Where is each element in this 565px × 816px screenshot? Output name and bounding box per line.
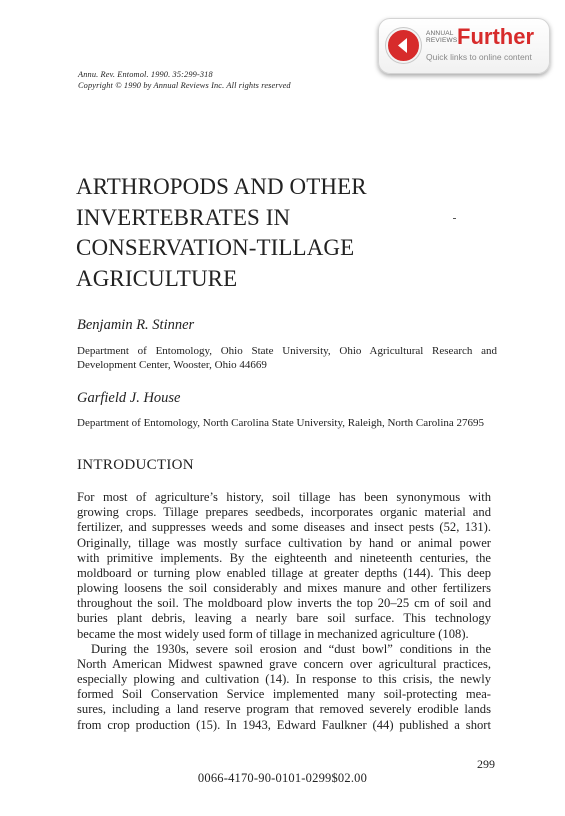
- body-text-line: formed Soil Conservation Service implemented many soil-protecting mea-: [77, 687, 491, 701]
- author-name: Benjamin R. Stinner: [77, 317, 195, 333]
- body-text-line: fertilizer, and suppresses weeds and some diseases and insect pests (52, 131).: [77, 520, 491, 534]
- body-text-line: became the most widely used form of tillage in mechanized agriculture (108).: [77, 627, 469, 641]
- annual-reviews-further-badge[interactable]: [378, 18, 550, 74]
- body-text-line: growing crops. Tillage prepares seedbeds, incorporates organic material and: [77, 505, 491, 519]
- title-line: CONSERVATION-TILLAGE: [76, 235, 355, 260]
- page-number: 299: [477, 757, 495, 771]
- citation-line-copyright: Copyright © 1990 by Annual Reviews Inc. All rights reserved: [78, 81, 291, 90]
- author-affiliation: Department of Entomology, North Carolina State University, Raleigh, North Carolina 27695: [77, 417, 485, 429]
- body-text-line: with primitive implements. By the eighteenth and nineteenth centuries, the: [77, 551, 491, 565]
- author-name: Garfield J. House: [77, 390, 181, 406]
- further-arrow-icon: [386, 28, 421, 63]
- title-line: INVERTEBRATES IN: [76, 204, 291, 230]
- article-code: 0066-4170-90-0101-0299$02.00: [197, 771, 368, 785]
- body-text-line: moldboard or turning plow enabled tillage at greater depths (144). This deep: [77, 566, 491, 580]
- body-text-line: from crop production (15). In 1943, Edward Faulkner (44) published a short: [77, 718, 491, 732]
- stray-mark: [453, 218, 456, 219]
- body-text-line: plowing loosens the soil considerably and mixes manure and other fertilizers: [77, 581, 491, 595]
- badge-annual-reviews-label: ANNUAL REVIEWS: [426, 30, 458, 44]
- body-text-line: sures, including a land reserve program that removed severely erodible lands: [77, 702, 491, 716]
- badge-further-label: Further: [457, 24, 534, 49]
- body-text-line: North American Midwest spawned grave concern over agricultural practices,: [77, 657, 491, 671]
- citation-line-journal: Annu. Rev. Entomol. 1990. 35:299-318: [78, 70, 213, 79]
- body-text-line: throughout the soil. The moldboard plow inverts the top 20–25 cm of soil and: [77, 596, 491, 610]
- badge-subtitle: Quick links to online content: [426, 52, 532, 62]
- body-text-line: buries plant debris, leaving a nearly bare soil surface. This technology: [77, 611, 491, 625]
- body-text-line: For most of agriculture’s history, soil tillage has been synonymous with: [77, 490, 491, 504]
- article-title: [76, 172, 496, 294]
- title-line: AGRICULTURE: [76, 265, 238, 291]
- author-affiliation: Department of Entomology, Ohio State University, Ohio Agricultural Research and Development Center, Wooster, Ohio 44669: [77, 345, 497, 371]
- title-line: ARTHROPODS AND OTHER: [76, 174, 367, 199]
- body-text-line: especially plowing and cultivation (14). In response to this crisis, the newly: [77, 672, 491, 686]
- body-text-line: During the 1930s, severe soil erosion and “dust bowl” conditions in the: [91, 642, 491, 656]
- body-text-line: Originally, tillage was mostly surface cultivation by hand or animal power: [77, 536, 491, 550]
- section-heading: INTRODUCTION: [77, 457, 194, 473]
